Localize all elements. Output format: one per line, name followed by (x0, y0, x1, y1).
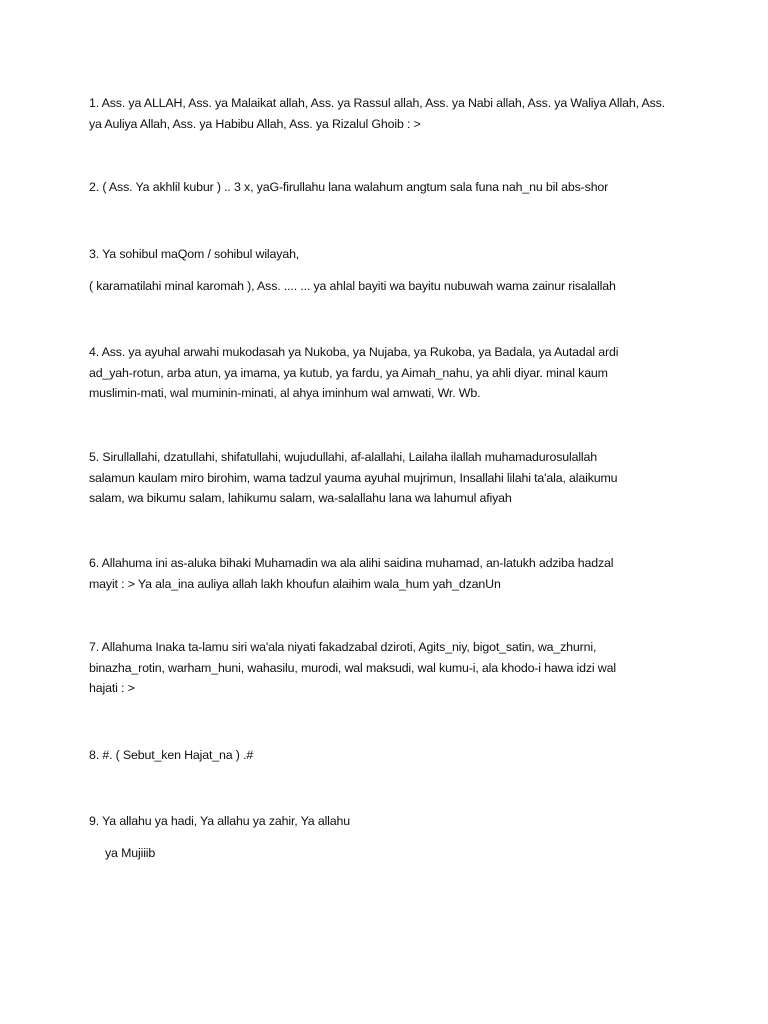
paragraph-4 (89, 342, 689, 404)
paragraph-6 (89, 553, 689, 594)
text-line: 1. Ass. ya ALLAH, Ass. ya Malaikat allah, Ass. ya Rassul allah, Ass. ya Nabi allah, Ass. ya Waliya Allah, Ass. (89, 96, 666, 110)
text-line: ya Mujiiib (105, 846, 156, 860)
text-line: muslimin-mati, wal muminin-minati, al ahya iminhum wal amwati, Wr. Wb. (89, 386, 481, 400)
paragraph-9-continued (89, 843, 705, 864)
text-line: 7. Allahuma Inaka ta-lamu siri wa'ala niyati fakadzabal dziroti, Agits_niy, bigot_satin, wa_zhurni, (89, 640, 597, 654)
paragraph-8 (89, 745, 689, 766)
text-line: 4. Ass. ya ayuhal arwahi mukodasah ya Nukoba, ya Nujaba, ya Rukoba, ya Badala, ya Autadal ardi (89, 345, 619, 359)
paragraph-7 (89, 637, 689, 699)
text-line: 9. Ya allahu ya hadi, Ya allahu ya zahir, Ya allahu (89, 814, 351, 828)
text-line: mayit : > Ya ala_ina auliya allah lakh khoufun alaihim wala_hum yah_dzanUn (89, 576, 501, 591)
paragraph-3 (89, 244, 689, 265)
paragraph-2 (89, 177, 689, 198)
text-line: ( karamatilahi minal karomah ), Ass. .... ... ya ahlal bayiti wa bayitu nubuwah wama zainur risalallah (89, 279, 616, 293)
text-line: 5. Sirullallahi, dzatullahi, shifatullahi, wujudullahi, af-alallahi, Lailaha ilallah muhamadurosulallah (89, 450, 598, 464)
text-line: ad_yah-rotun, arba atun, ya imama, ya kutub, ya fardu, ya Aimah_nahu, ya ahli diyar. minal kaum (89, 365, 608, 380)
text-line: 3. Ya sohibul maQom / sohibul wilayah, (89, 247, 300, 261)
paragraph-5 (89, 447, 689, 509)
paragraph-3-continued (89, 276, 689, 297)
text-line: salam, wa bikumu salam, lahikumu salam, wa-salallahu lana wa lahumul afiyah (89, 491, 512, 505)
text-line: hajati : > (89, 681, 135, 695)
text-line: 6. Allahuma ini as-aluka bihaki Muhamadin wa ala alihi saidina muhamad, an-latukh adziba hadzal (89, 556, 614, 570)
text-line: 2. ( Ass. Ya akhlil kubur ) .. 3 x, yaG-firullahu lana walahum angtum sala funa nah_nu bil abs-shor (89, 180, 609, 194)
text-line: binazha_rotin, warham_huni, wahasilu, murodi, wal maksudi, wal kumu-i, ala khodo-i hawa idzi wal (89, 660, 616, 675)
text-line: salamun kaulam miro birohim, wama tadzul yauma ayuhal mujrimun, Insallahi lilahi ta'ala, alaikumu (89, 470, 618, 485)
paragraph-1 (89, 93, 689, 134)
text-line: 8. #. ( Sebut_ken Hajat_na ) .# (89, 748, 254, 762)
paragraph-9 (89, 811, 689, 832)
text-line: ya Auliya Allah, Ass. ya Habibu Allah, Ass. ya Rizalul Ghoib : > (89, 116, 421, 131)
